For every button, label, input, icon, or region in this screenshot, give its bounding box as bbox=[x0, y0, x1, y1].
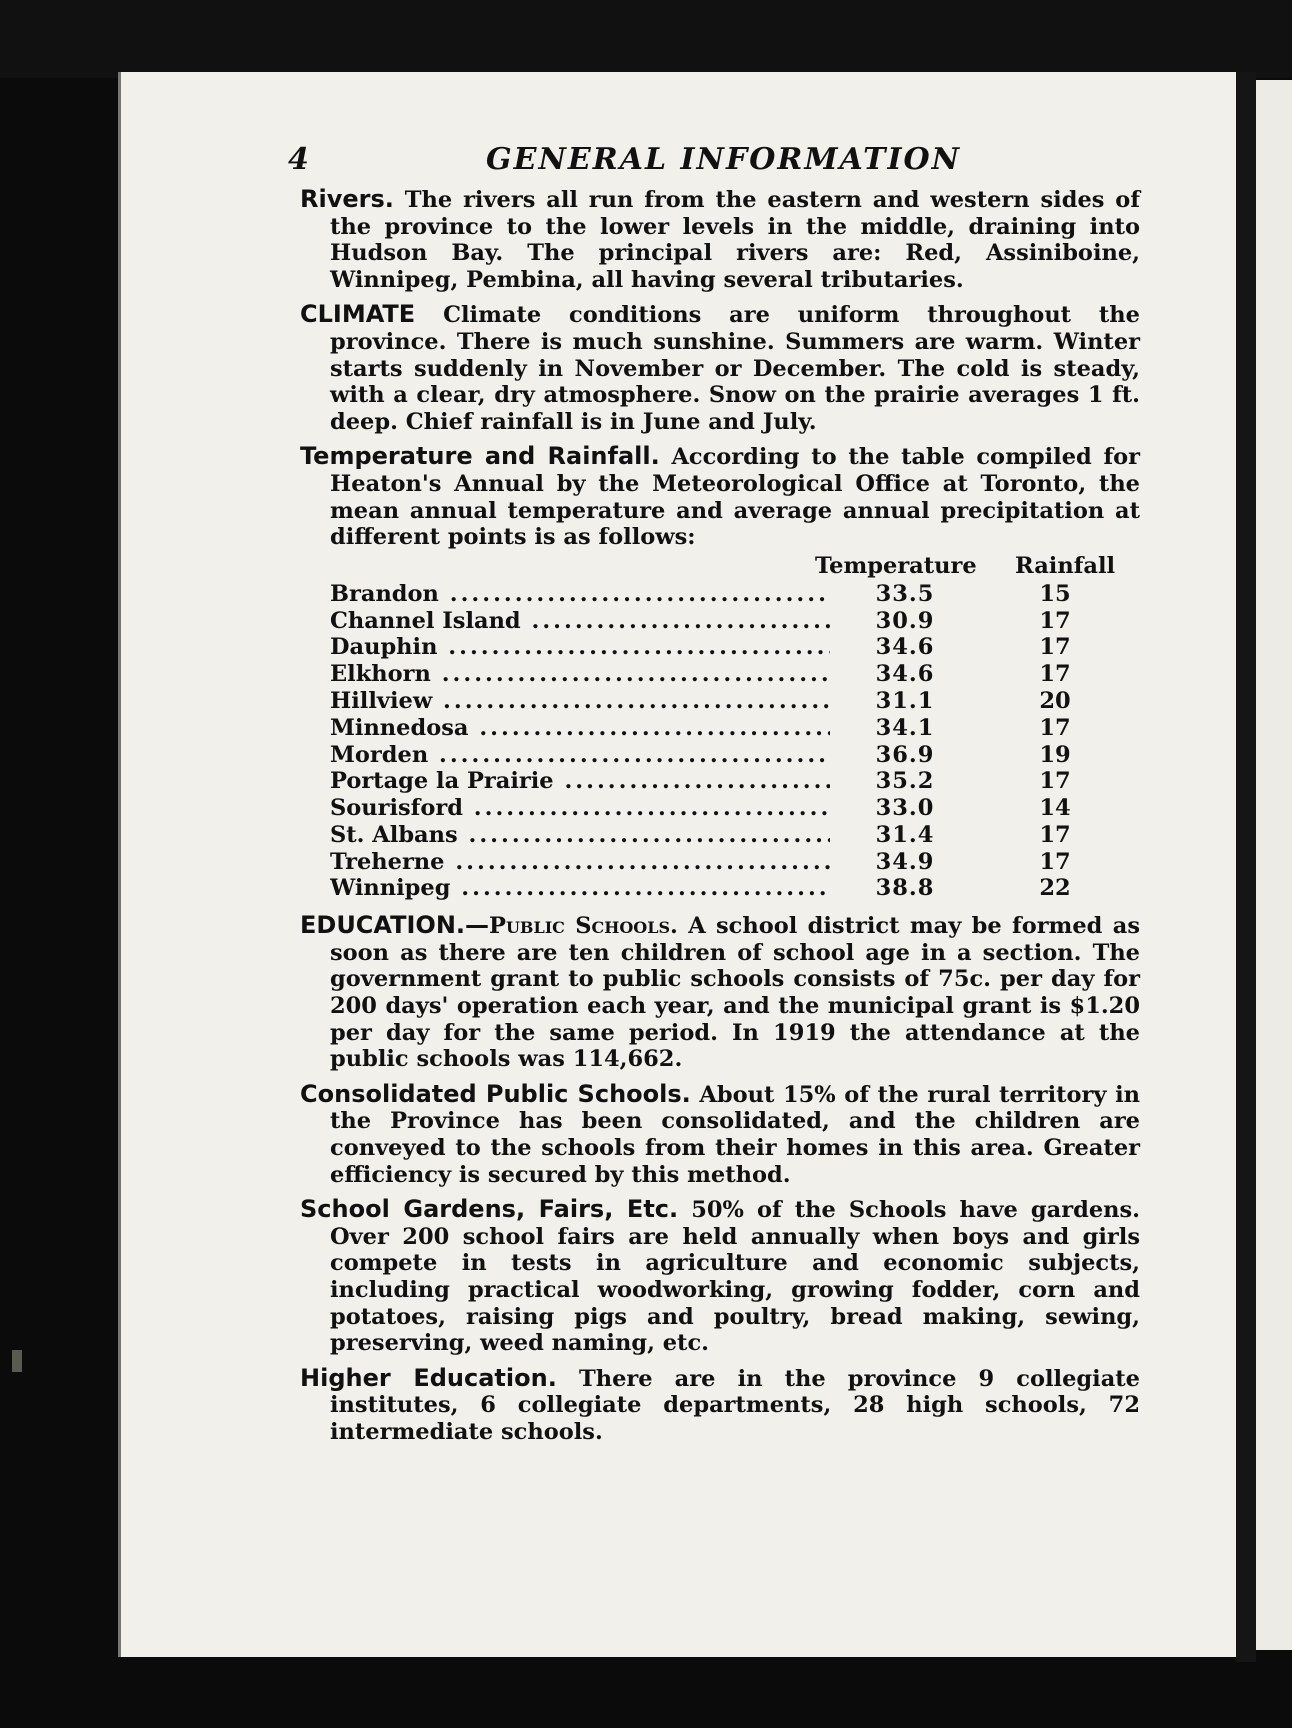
table-row bbox=[330, 822, 1135, 849]
temperature-cell: 33.0 bbox=[875, 795, 935, 822]
education-text: A school district may be formed as soon as there are ten children of school age in a section. The government grant to public schools consists of 75c. per day for 200 days' operation each year, and the municipal grant is $1.20 per day for the same period. In 1919 the attendance at the public schools was 114,662. bbox=[330, 913, 1140, 1073]
table-row bbox=[330, 634, 1135, 661]
table-row bbox=[330, 875, 1135, 902]
rainfall-cell: 17 bbox=[1039, 661, 1071, 688]
table-row bbox=[330, 608, 1135, 635]
temperature-cell: 34.1 bbox=[875, 714, 935, 741]
page-gutter bbox=[1236, 72, 1256, 1662]
higher-education-heading: Higher Education. bbox=[300, 1363, 557, 1392]
education-heading: EDUCATION.— bbox=[300, 911, 490, 940]
higher-education-paragraph bbox=[170, 1365, 1140, 1446]
table-header-spacer bbox=[330, 553, 815, 581]
place-cell: Sourisford ..... bbox=[330, 795, 830, 822]
temperature-cell: 35.2 bbox=[875, 768, 935, 795]
column-header-temperature: Temperature bbox=[815, 552, 977, 579]
table-row bbox=[330, 661, 1135, 688]
education-paragraph bbox=[170, 912, 1140, 1073]
table-row bbox=[330, 768, 1135, 795]
education-subheading: Public Schools. bbox=[489, 913, 678, 940]
adjacent-page-edge bbox=[1252, 80, 1292, 1650]
table-row bbox=[330, 581, 1135, 608]
table-body bbox=[330, 581, 1135, 903]
column-header-rainfall: Rainfall bbox=[1015, 552, 1116, 579]
rainfall-cell: 22 bbox=[1039, 875, 1071, 902]
page-number: 4 bbox=[288, 142, 311, 177]
rainfall-cell: 17 bbox=[1039, 768, 1071, 795]
gardens-heading: School Gardens, Fairs, Etc. bbox=[300, 1195, 679, 1224]
place-cell: Elkhorn ..... bbox=[330, 661, 830, 688]
place-cell: Winnipeg ..... bbox=[330, 875, 830, 902]
place-cell: Minnedosa ..... bbox=[330, 715, 830, 742]
rainfall-cell: 17 bbox=[1039, 607, 1071, 634]
place-cell: Dauphin ..... bbox=[330, 634, 830, 661]
temperature-cell: 34.6 bbox=[875, 634, 935, 661]
table-row bbox=[330, 795, 1135, 822]
table-row bbox=[330, 715, 1135, 742]
page-title: GENERAL INFORMATION bbox=[486, 142, 962, 177]
rainfall-cell: 17 bbox=[1039, 848, 1071, 875]
temperature-heading: Temperature and Rainfall. bbox=[300, 442, 660, 471]
place-cell: Portage la Prairie ..... bbox=[330, 768, 830, 795]
place-cell: Channel Island ..... bbox=[330, 608, 830, 635]
rainfall-cell: 17 bbox=[1039, 714, 1071, 741]
temperature-paragraph bbox=[170, 443, 1140, 550]
temperature-cell: 33.5 bbox=[875, 580, 935, 607]
page-content bbox=[170, 142, 1140, 1454]
table-row bbox=[330, 688, 1135, 715]
temperature-cell: 36.9 bbox=[875, 741, 935, 768]
climate-paragraph bbox=[170, 301, 1140, 435]
scan-artifact bbox=[12, 1350, 22, 1372]
consolidated-paragraph bbox=[170, 1081, 1140, 1188]
table-header bbox=[330, 553, 1135, 581]
higher-education-text: There are in the province 9 collegiate institutes, 6 collegiate departments, 28 high schools, 72 intermediate schools. bbox=[330, 1365, 1140, 1445]
temperature-cell: 34.9 bbox=[875, 848, 935, 875]
rivers-heading: Rivers. bbox=[300, 185, 394, 213]
gardens-paragraph bbox=[170, 1196, 1140, 1357]
consolidated-heading: Consolidated Public Schools. bbox=[300, 1079, 691, 1108]
rainfall-cell: 14 bbox=[1039, 795, 1071, 822]
place-cell: Treherne ..... bbox=[330, 849, 830, 876]
rainfall-cell: 20 bbox=[1039, 687, 1071, 714]
climate-heading: CLIMATE bbox=[300, 300, 416, 329]
temperature-cell: 38.8 bbox=[875, 875, 935, 902]
temperature-cell: 30.9 bbox=[875, 607, 935, 634]
temperature-cell: 31.4 bbox=[875, 821, 935, 848]
rivers-text: The rivers all run from the eastern and western sides of the province to the lower levels in the middle, draining into Hudson Bay. The principal rivers are: Red, Assiniboine, Winnipeg, Pembina, all having several tributaries. bbox=[330, 187, 1140, 293]
temperature-cell: 34.6 bbox=[875, 661, 935, 688]
place-cell: Hillview ..... bbox=[330, 688, 830, 715]
rainfall-cell: 17 bbox=[1039, 634, 1071, 661]
rainfall-cell: 17 bbox=[1039, 821, 1071, 848]
table-row bbox=[330, 742, 1135, 769]
rivers-paragraph bbox=[170, 186, 1140, 293]
temperature-text: According to the table compiled for Heaton's Annual by the Meteorological Office at Toronto, the mean annual temperature and average annual precipitation at different points is as follows: bbox=[330, 444, 1140, 551]
temperature-cell: 31.1 bbox=[875, 687, 935, 714]
place-cell: St. Albans ..... bbox=[330, 822, 830, 849]
rainfall-cell: 19 bbox=[1039, 741, 1071, 768]
place-cell: Brandon ..... bbox=[330, 581, 830, 608]
climate-table bbox=[330, 553, 1135, 903]
place-cell: Morden ..... bbox=[330, 742, 830, 769]
gardens-text: 50% of the Schools have gardens. Over 200 school fairs are held annually when boys and girls compete in tests in agriculture and economic subjects, including practical woodworking, growing fodder, corn and potatoes, raising pigs and poultry, bread making, sewing, preserving, weed naming, etc. bbox=[330, 1197, 1140, 1357]
rainfall-cell: 15 bbox=[1039, 580, 1071, 607]
table-row bbox=[330, 849, 1135, 876]
scan-border-top bbox=[0, 0, 1292, 78]
running-header bbox=[170, 142, 1130, 186]
climate-text: Climate conditions are uniform throughout the province. There is much sunshine. Summers are warm. Winter starts suddenly in November or December. The cold is steady, with a clear, dry atmosphere. Snow on the prairie averages 1 ft. deep. Chief rainfall is in June and July. bbox=[330, 302, 1140, 435]
consolidated-text: About 15% of the rural territory in the Province has been consolidated, and the children are conveyed to the schools from their homes in this area. Greater efficiency is secured by this method. bbox=[330, 1081, 1140, 1188]
